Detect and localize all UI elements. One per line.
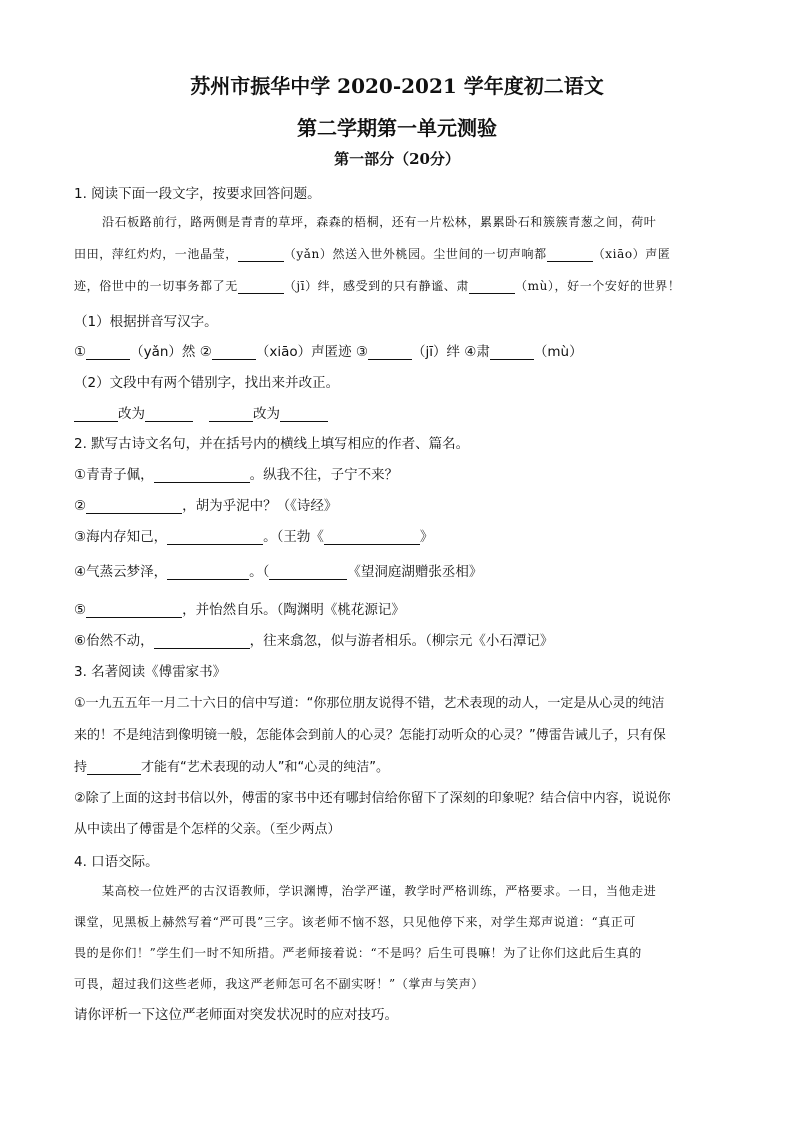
q1-stem: 1. 阅读下面一段文字，按要求回答问题。 <box>74 186 321 202</box>
blank <box>154 468 250 483</box>
poem-text: ，并怡然自乐。（陶渊明《桃花源记》 <box>182 602 405 618</box>
blank <box>154 634 250 649</box>
blank <box>167 530 263 545</box>
part-heading: 第一部分（20分） <box>334 150 460 168</box>
q1-passage-text: （yǎn）然送入世外桃园。尘世间的一切声响都 <box>283 247 547 261</box>
blank <box>238 279 284 294</box>
blank <box>145 407 193 422</box>
blank <box>86 345 130 360</box>
q2-line1 <box>74 463 724 483</box>
q1-passage-text: （mù），好一个安好的世界！ <box>514 279 681 293</box>
poem-text: ，往来翕忽，似与游者相乐。（柳宗元《小石潭记》 <box>249 633 554 649</box>
q2-line2 <box>74 494 724 514</box>
poem-text: 。（王勃《 <box>263 529 324 545</box>
blank <box>167 565 249 580</box>
blank <box>280 407 328 422</box>
q3-text-line1: ①一九五五年一月二十六日的信中写道：“你那位朋友说得不错，艺术表现的动人，一定是从心灵的纯洁 <box>74 696 665 711</box>
blank <box>547 247 593 262</box>
q3-text-line2: 来的！不是纯洁到像明镜一般，怎能体会到前人的心灵？怎能打动听众的心灵？”傅雷告诫儿子，只有保 <box>74 728 666 743</box>
blank <box>86 603 182 618</box>
blank <box>87 760 141 775</box>
q4-question: 请你评析一下这位严老师面对突发状况时的应对技巧。 <box>74 1007 398 1023</box>
q1-answer-text: （yǎn）然 ② <box>130 344 212 360</box>
blank <box>324 530 420 545</box>
blank <box>74 407 118 422</box>
q3-text-line4: ②除了上面的这封书信以外，傅雷的家书中还有哪封信给你留下了深刻的印象呢？结合信中内容，说说你 <box>74 791 671 806</box>
q4-passage-line4: 可畏，超过我们这些老师，我这严老师怎可名不副实呀！”（掌声与笑声） <box>74 977 484 991</box>
blank <box>209 407 253 422</box>
blank <box>269 565 347 580</box>
q2-line5 <box>74 598 724 618</box>
poem-text: ⑥佁然不动， <box>74 633 154 649</box>
q1-answer-text: （mù） <box>533 344 583 360</box>
q1-answer-text: ① <box>74 344 87 360</box>
poem-text: 《望洞庭湖赠张丞相》 <box>347 564 483 580</box>
q1-sub1: （1）根据拼音写汉字。 <box>74 314 218 330</box>
q4-passage-line1: 某高校一位姓严的古汉语教师，学识渊博，治学严谨，教学时严格训练，严格要求。一日，当他走进 <box>102 884 657 898</box>
q1-passage-line1: 沿石板路前行，路两侧是青青的草坪，森森的梧桐，还有一片松林，累累卧石和簇簇青葱之间，荷叶 <box>102 215 657 229</box>
q4-stem: 4. 口语交际。 <box>74 854 159 870</box>
poem-text: ，胡为乎泥中？（《诗经》 <box>182 498 338 514</box>
poem-text: ⑤ <box>74 602 87 618</box>
q1-sub1-answers <box>74 340 724 360</box>
poem-text: 。纵我不往，子宁不来？ <box>249 467 399 483</box>
blank <box>212 345 256 360</box>
q4-passage-line3: 畏的是你们！”学生们一时不知所措。严老师接着说：“不是吗？后生可畏嘛！为了让你们这此后生真的 <box>74 946 642 960</box>
fix-label: 改为 <box>118 406 145 422</box>
poem-text: ③海内存知己， <box>74 529 168 545</box>
page-subtitle: 第二学期第一单元测验 <box>297 116 497 140</box>
q2-line6 <box>74 629 724 649</box>
q1-sub2: （2）文段中有两个错别字，找出来并改正。 <box>74 375 340 391</box>
q1-passage-text: （jī）绊，感受到的只有静谧、肃 <box>283 279 469 293</box>
q3-text-line3 <box>74 756 724 775</box>
poem-text: ④气蒸云梦泽， <box>74 564 168 580</box>
q2-line4 <box>74 560 724 580</box>
page-title: 苏州市振华中学 2020-2021 学年度初二语文 <box>190 74 604 98</box>
q3-text: 持 <box>74 760 88 775</box>
blank <box>86 499 182 514</box>
blank <box>238 247 284 262</box>
blank <box>368 345 412 360</box>
q2-stem: 2. 默写古诗文名句，并在括号内的横线上填写相应的作者、篇名。 <box>74 436 470 452</box>
blank <box>469 279 515 294</box>
q2-line3 <box>74 525 724 545</box>
q3-stem: 3. 名著阅读《傅雷家书》 <box>74 664 227 680</box>
q3-text: 才能有“艺术表现的动人”和“心灵的纯洁”。 <box>141 760 389 775</box>
q1-passage-line3 <box>74 277 681 294</box>
q1-passage-text: 迹，俗世中的一切事务都了无 <box>74 279 238 293</box>
q4-passage-line2: 课堂，见黑板上赫然写着“严可畏”三字。该老师不恼不怒，只见他停下来，对学生郑声说道：“真正可 <box>74 915 637 929</box>
poem-text: ①青青子佩， <box>74 467 154 483</box>
q1-passage-text: （xiāo）声匿 <box>592 247 671 261</box>
fix-label: 改为 <box>253 406 280 422</box>
q1-sub2-answers <box>74 402 724 422</box>
q1-answer-text: （jī）绊 ④肃 <box>412 344 490 360</box>
poem-text: 。（ <box>249 564 270 580</box>
q1-answer-text: （xiāo）声匿迹 ③ <box>255 344 368 360</box>
q3-text-line5: 从中读出了傅雷是个怎样的父亲。（至少两点） <box>74 822 341 837</box>
poem-text: 》 <box>419 529 434 545</box>
q1-passage-text: 田田，萍红灼灼，一池晶莹， <box>74 247 238 261</box>
poem-text: ② <box>74 498 87 514</box>
blank <box>490 345 534 360</box>
q1-passage-line2 <box>74 245 670 262</box>
